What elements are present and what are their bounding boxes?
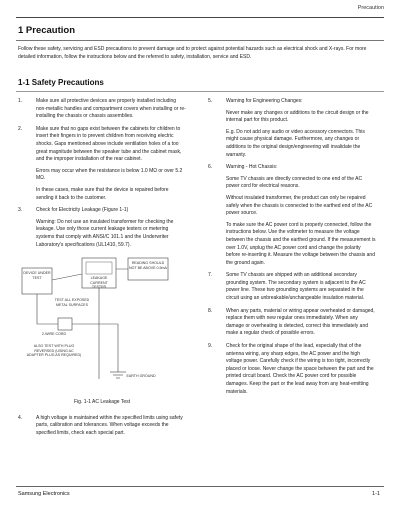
list-item [208,343,376,396]
header-section-title: Precaution [357,5,384,11]
item-text: Make sure all protective devices are properly installed including non-metallic handles and compartment covers when installing or re-installing the chassis or chassis assemblies. [36,98,186,120]
list-item [208,272,376,302]
item-text: Warning: Do not use an insulated transformer for checking the leakage. Use only those current leakage testers or metering systems that comply with ANSI/C 101.1 and the Underwriter Laboratory's specifications (UL1410, 59.7). [36,218,174,248]
list-item [208,308,376,338]
plug-label: ALSO TEST WITH PLUG REVERSED (USING AC ADAPTER PLUG AS REQUIRED) [26,344,82,357]
section-rule [16,91,384,92]
item-text: Warning - Hot Chassis: [226,164,278,171]
item-text: Some TV chassis are shipped with an additional secondary grounding system. The secondary system is adjacent to the AC power line. These two grounding systems are separated in the circuit using an unbreakable/unchangeable insulation material. [226,272,366,302]
header-rule [16,17,384,18]
device-label: DEVICE UNDER TEST [23,271,51,280]
intro-paragraph: Follow these safety, servicing and ESD precautions to prevent damage and to protect against potential hazards such as electrical shock and X-rays. For more detailed information, follow the instructions below and the referred to safety, installation, service and ESD. [18,46,367,60]
list-item [18,98,186,121]
list-item [208,98,376,159]
left-column [18,98,186,442]
item-number: 9. [208,343,213,350]
footer-page-number: 1-1 [372,491,380,497]
list-item [18,126,186,202]
left-items [18,98,186,249]
item-text: Check for the original shape of the lead, especially that of the antenna wiring, any sharp edges, the AC power and the high voltage power. Carefully check if the wiring is too tight, incorrectly placed or loose. Never change the space between the part and the printed circuit board. Check the AC power cord for possible damages. Keep the part or the lead away from any heat-emitting materials. [226,343,374,395]
list-item [18,207,186,249]
item-text: Without insulated transformer, the product can only be repaired safely when the chassis is connected to the earthed end of the AC power source. [226,194,373,217]
item-text: Some TV chassis are directly connected to one end of the AC power cord for electrical reasons. [226,175,363,190]
list-item [18,415,186,438]
item-text: Check for Electricity Leakage (Figure 1-1) [36,207,129,214]
item-text: Warning for Engineering Changes: [226,98,303,104]
tester-label: LEAKAGE CURRENT TESTER [90,276,108,289]
footer-company: Samsung Electronics [18,491,70,497]
item-text: In these cases, make sure that the device is repaired before sending it back to the customer. [36,186,169,201]
item-number: 6. [208,164,213,171]
item-number: 5. [208,98,213,104]
page-title: 1 Precaution [18,25,76,36]
earth-label: EARTH GROUND [126,374,156,379]
title-rule [16,40,384,41]
item-text: When any parts, material or wiring appear overheated or damaged, replace them with new regular ones immediately. When any damage or overheating is detected, correct this immediately and make a regular check of possible errors. [226,307,375,337]
cord-label: 2-WIRE CORD [41,332,67,337]
item-number: 7. [208,272,213,279]
item-number: 2. [18,125,23,132]
section-title: 1-1 Safety Precautions [18,78,104,87]
test-all-label: TEST ALL EXPOSED METAL SURFACES [54,298,90,307]
item-number: 8. [208,307,213,314]
item-text: A high voltage is maintained within the specified limits using safety parts, calibration and tolerances. When voltage exceeds the specified limits, check each special part. [36,414,183,436]
item-text: To make sure the AC power cord is properly connected, follow the instructions below. Use the voltmeter to measure the voltage between the chassis and the earthed ground. If the measurement is over 1.0V, unplug the AC power cord and change the polarity before re-inserting it. Measure the voltage between the chassis and the ground again. [226,221,376,266]
plug [58,318,72,330]
item-text: Errors may occur when the resistance is below 1.0 MΩ or over 5.2 MΩ. [36,167,183,182]
figure-caption: Fig. 1-1 AC Leakage Test [73,399,131,406]
item-number: 3. [18,207,23,214]
list-item [208,164,376,267]
footer-rule [16,486,384,487]
item-number: 4. [18,414,23,421]
item-text: Never make any changes or additions to the circuit design or the internal part for this product. [226,109,369,124]
item-text: E.g. Do not add any audio or video accessory connectors. This might cause physical damage. Furthermore, any changes or additions to the original design/engineering will invalidate the warranty. [226,128,365,158]
item-number: 1. [18,98,23,104]
right-column [208,98,376,401]
tester-meter [86,262,112,274]
ac-leakage-diagram [18,254,188,396]
reading-label: READING SHOULD NOT BE ABOVE 0.5mA [129,261,167,270]
item-text: Make sure that no gaps exist between the cabinets for children to insert their fingers in to prevent children from receiving electric shocks. Gaps mentioned above include ventilation holes of a too great magnitude between the speaker tube and the cabinet mask, and the improper installation of the rear cabinet. [36,125,182,163]
